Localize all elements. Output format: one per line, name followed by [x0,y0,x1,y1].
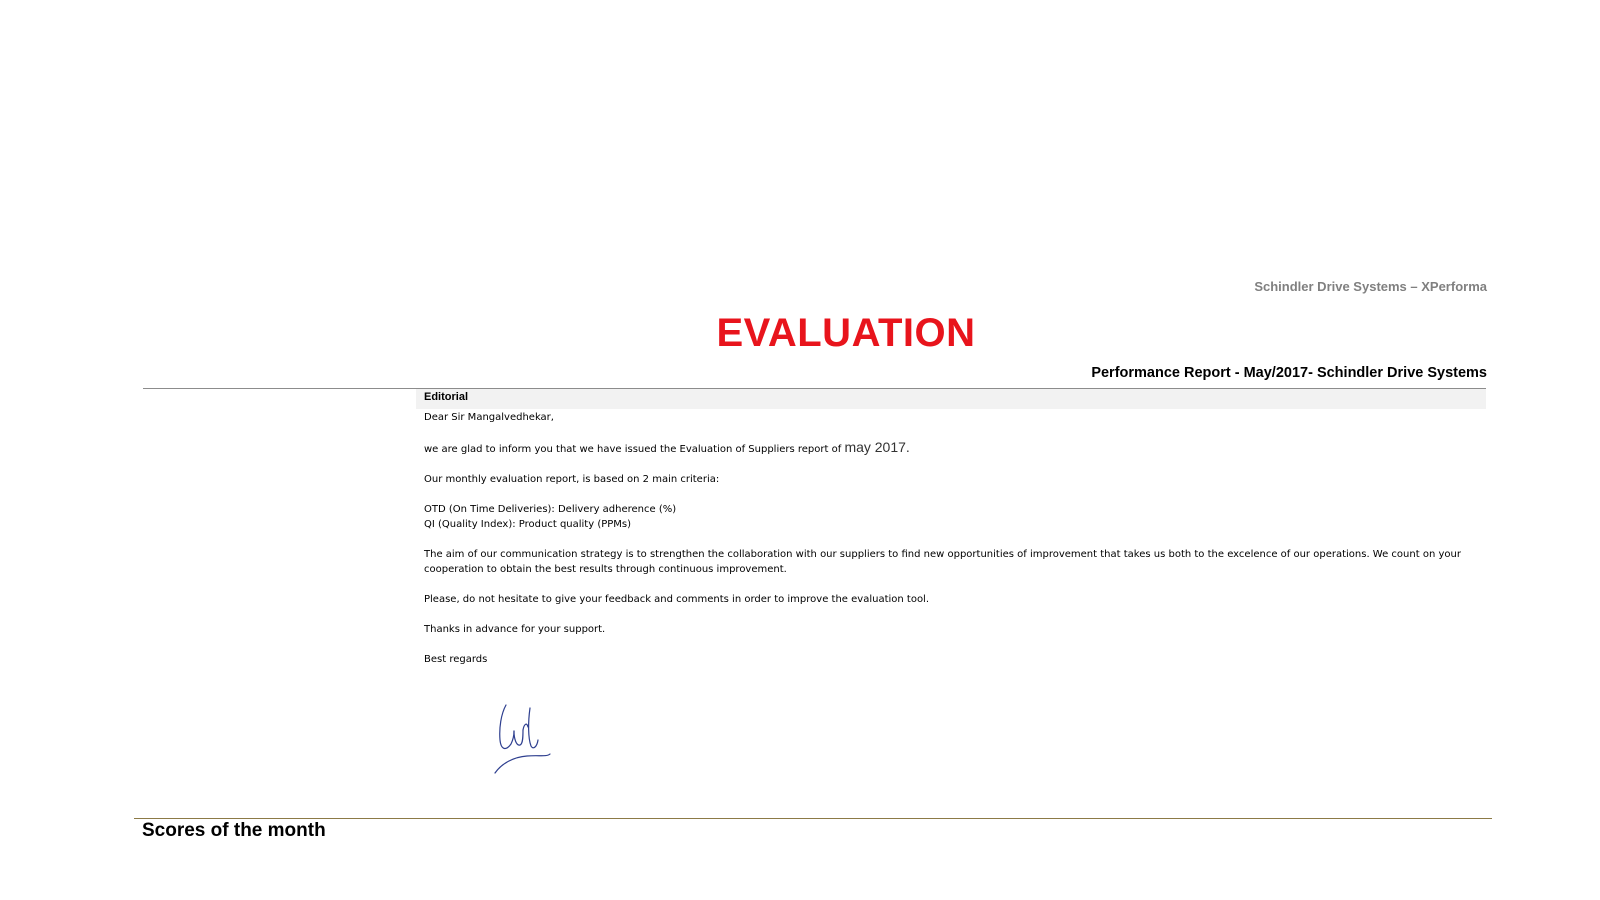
letter-criteria-intro: Our monthly evaluation report, is based on 2 main criteria: [424,474,720,485]
editorial-heading: Editorial [424,391,469,403]
editorial-heading-bar [416,389,1486,409]
letter-intro [424,440,1474,457]
report-subtitle: Performance Report - May/2017- Schindler Drive Systems [1091,365,1487,381]
letter-closing: Best regards [424,654,488,665]
letter-aim: The aim of our communication strategy is to strengthen the collaboration with our suppliers to find new opportunities of improvement that takes us both to the excelence of our operations. We count on your cooperation to obtain the best results through continuous improvement. [424,549,1461,575]
page-title: EVALUATION [716,311,976,355]
handwritten-signature [492,696,562,776]
company-line: Schindler Drive Systems – XPerforma [1254,279,1487,294]
criterion-qi: QI (Quality Index): Product quality (PPMs) [424,519,632,530]
section-divider [134,818,1492,819]
letter-greeting: Dear Sir Mangalvedhekar, [424,412,554,423]
editorial-letter [424,410,1474,682]
scores-section-heading: Scores of the month [142,820,326,841]
letter-intro-text: we are glad to inform you that we have issued the Evaluation of Suppliers report of [424,444,845,455]
letter-thanks: Thanks in advance for your support. [424,624,606,635]
report-period: may 2017. [844,439,910,455]
criterion-otd: OTD (On Time Deliveries): Delivery adherence (%) [424,504,677,515]
letter-feedback: Please, do not hesitate to give your feedback and comments in order to improve the evaluation tool. [424,594,930,605]
